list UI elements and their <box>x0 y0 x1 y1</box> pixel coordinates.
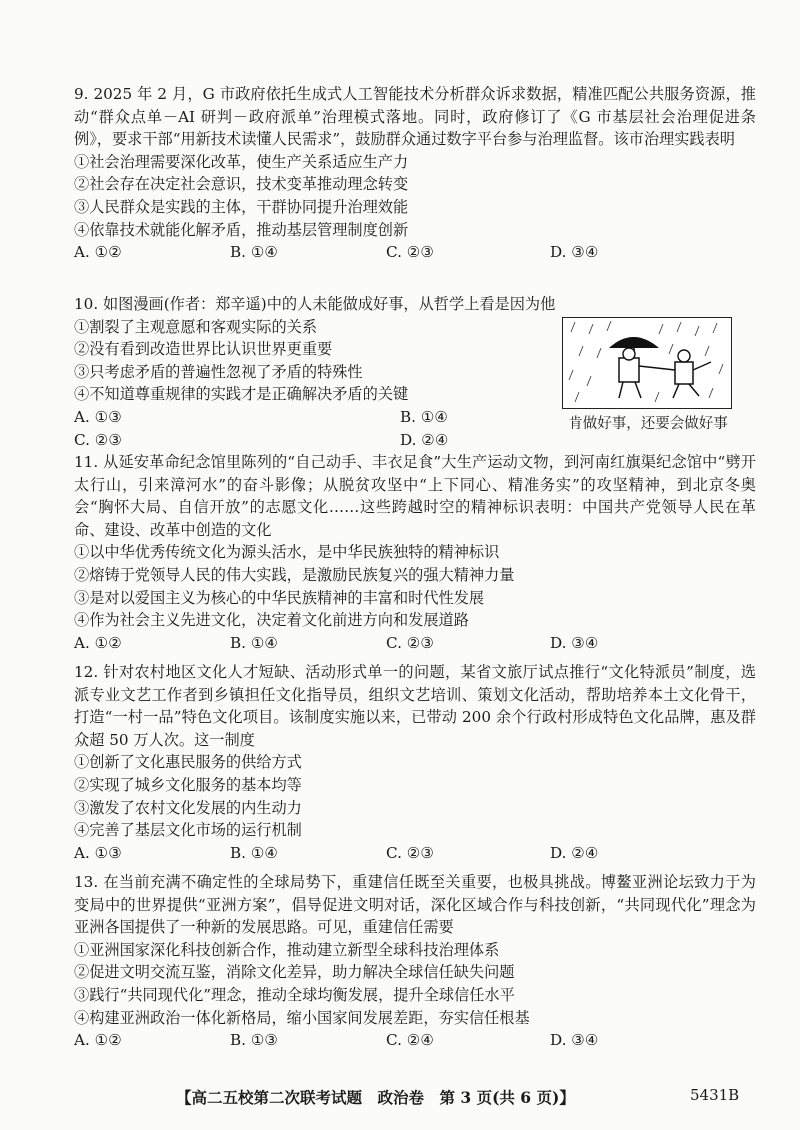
question-stem: 11. 从延安革命纪念馆里陈列的“自己动手、丰衣足食”大生产运动文物，到河南红旗渠纪念馆中“劈开太行山，引来漳河水”的奋斗影像；从脱贫攻坚中“上下同心、精准务实”的攻坚精神，到北京冬奥会“胸怀大局、自信开放”的志愿文化……这些跨越时空的精神标识表明：中国共产党领导人民在革命、建设、改革中创造的文化 <box>74 453 756 539</box>
option-3: ③践行“共同现代化”理念，推动全球均衡发展，提升全球信任水平 <box>74 985 515 1004</box>
option-1: ①以中华优秀传统文化为源头活水，是中华民族独特的精神标识 <box>74 543 500 562</box>
question-9 <box>74 83 756 264</box>
choice-d: D. ②④ <box>400 430 449 449</box>
choice-c: C. ②④ <box>386 1031 434 1050</box>
choice-b: B. ①④ <box>400 407 449 426</box>
choice-d: D. ③④ <box>550 633 599 652</box>
option-1: ①社会治理需要深化改革，使生产关系适应生产力 <box>74 152 409 171</box>
cartoon-caption: 肯做好事，还要会做好事 <box>568 416 728 432</box>
choice-a: A. ①② <box>74 243 122 262</box>
choice-c: C. ②③ <box>386 843 434 862</box>
choice-b: B. ①④ <box>230 633 279 652</box>
answer-choices-row-2 <box>74 429 574 452</box>
option-4: ④依靠技术就能化解矛盾，推动基层管理制度创新 <box>74 220 409 239</box>
choice-c: C. ②③ <box>386 633 434 652</box>
option-4: ④构建亚洲政治一体化新格局，缩小国家间发展差距，夯实信任根基 <box>74 1008 530 1027</box>
choice-c: C. ②③ <box>74 430 122 449</box>
option-2: ②实现了城乡文化服务的基本均等 <box>74 775 302 794</box>
paper-code: 5431B <box>690 1086 740 1104</box>
answer-choices <box>74 1029 756 1052</box>
option-3: ③只考虑矛盾的普遍性忽视了矛盾的特殊性 <box>74 362 363 381</box>
question-stem: 12. 针对农村地区文化人才短缺、活动形式单一的问题，某省文旅厅试点推行“文化特派员”制度，选派专业文艺工作者到乡镇担任文化指导员，组织文艺培训、策划文化活动，帮助培养本土文化骨干，打造“一村一品”特色文化项目。该制度实施以来，已带动 200 余个行政村形成特色文化品牌，惠及群众超 50 万人次。这一制度 <box>74 663 756 749</box>
choice-a: A. ①② <box>74 633 122 652</box>
question-stem: 13. 在当前充满不确定性的全球局势下，重建信任既至关重要，也极具挑战。博鳌亚洲论坛致力于为变局中的世界提供“亚洲方案”，倡导促进文明对话，深化区域合作与科技创新，“共同现代化”理念为亚洲各国提供了一种新的发展思路。可见，重建信任需要 <box>74 873 756 937</box>
option-4: ④不知道尊重规律的实践才是正确解决矛盾的关键 <box>74 385 409 404</box>
answer-choices <box>74 632 756 655</box>
choice-d: D. ②④ <box>550 843 599 862</box>
choice-b: B. ①④ <box>230 243 279 262</box>
option-1: ①割裂了主观意愿和客观实际的关系 <box>74 317 317 336</box>
question-10 <box>74 293 574 451</box>
option-4: ④作为社会主义先进文化，决定着文化前进方向和发展道路 <box>74 611 469 630</box>
choice-d: D. ③④ <box>550 1031 599 1050</box>
option-3: ③人民群众是实践的主体，干群协同提升治理效能 <box>74 197 409 216</box>
option-4: ④完善了基层文化市场的运行机制 <box>74 821 302 840</box>
option-3: ③是对以爱国主义为核心的中华民族精神的丰富和时代性发展 <box>74 588 485 607</box>
answer-choices <box>74 842 756 865</box>
umbrella-cartoon-icon <box>563 318 731 408</box>
choice-c: C. ②③ <box>386 243 434 262</box>
question-stem: 10. 如图漫画(作者：郑辛遥)中的人未能做成好事，从哲学上看是因为他 <box>74 295 556 313</box>
option-3: ③激发了农村文化发展的内生动力 <box>74 798 302 817</box>
choice-a: A. ①③ <box>74 843 122 862</box>
option-2: ②没有看到改造世界比认识世界更重要 <box>74 340 333 359</box>
cartoon-image <box>562 317 732 409</box>
option-2: ②熔铸于党领导人民的伟大实践，是激励民族复兴的强大精神力量 <box>74 565 515 584</box>
choice-b: B. ①④ <box>230 843 279 862</box>
option-1: ①亚洲国家深化科技创新合作，推动建立新型全球科技治理体系 <box>74 940 500 959</box>
answer-choices-row-1 <box>74 406 574 429</box>
option-1: ①创新了文化惠民服务的供给方式 <box>74 753 302 772</box>
choice-b: B. ①③ <box>230 1031 279 1050</box>
question-12 <box>74 661 756 864</box>
option-2: ②促进文明交流互鉴，消除文化差异，助力解决全球信任缺失问题 <box>74 963 515 982</box>
question-11 <box>74 451 756 654</box>
choice-d: D. ③④ <box>550 243 599 262</box>
choice-a: A. ①③ <box>74 407 122 426</box>
question-stem: 9. 2025 年 2 月，G 市政府依托生成式人工智能技术分析群众诉求数据，精准匹配公共服务资源，推动“群众点单－AI 研判－政府派单”治理模式落地。同时，政府修订了《G 市基层社会治理促进条例》，要求干部“用新技术读懂人民需求”，鼓励群众通过数字平台参与治理监督。该市治理实践表明 <box>74 85 756 149</box>
question-13 <box>74 871 756 1052</box>
choice-a: A. ①② <box>74 1031 122 1050</box>
option-2: ②社会存在决定社会意识，技术变革推动理念转变 <box>74 175 409 194</box>
answer-choices <box>74 241 756 264</box>
page-footer: 【高二五校第二次联考试题 政治卷 第 3 页(共 6 页)】 <box>176 1088 575 1107</box>
